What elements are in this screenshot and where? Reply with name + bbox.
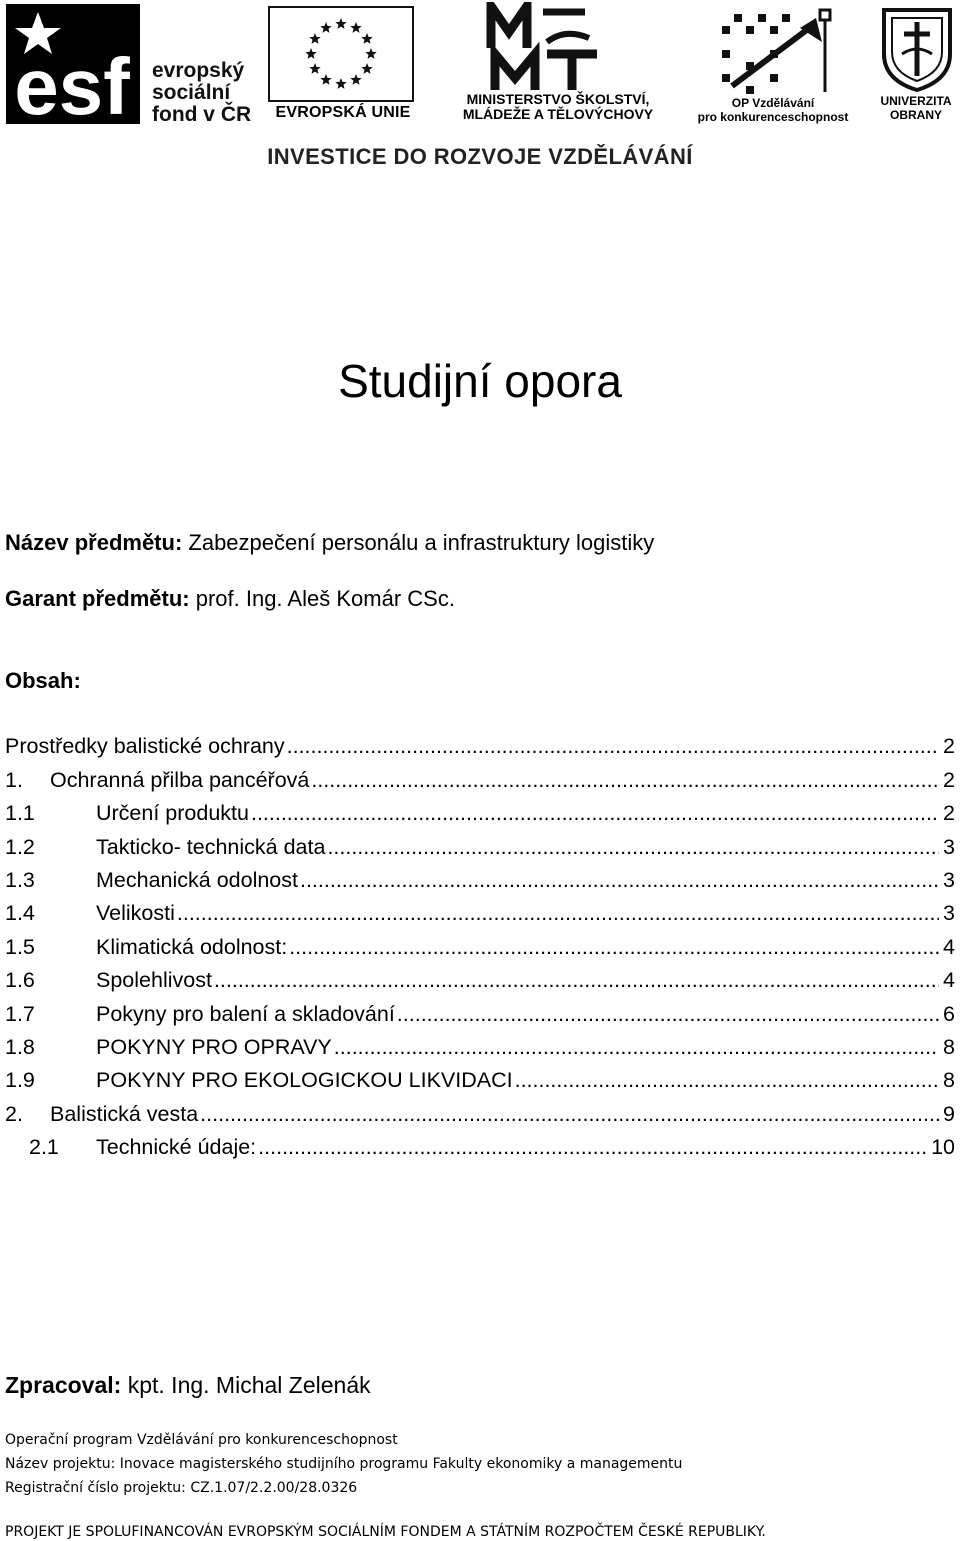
op-arrow-icon	[712, 6, 836, 96]
toc-dot-leader	[311, 767, 939, 793]
subject-label: Název předmětu:	[5, 530, 183, 555]
toc-entry-title: Klimatická odolnost:	[96, 934, 288, 959]
guarantor-label: Garant předmětu:	[5, 586, 190, 611]
toc-entry-number: 1.8	[5, 1034, 35, 1059]
toc-entry-page: 3	[943, 901, 955, 926]
toc-dot-leader	[289, 934, 939, 960]
toc-entry-title: Určení produktu	[96, 801, 249, 826]
toc-entry-number: 2.1	[29, 1135, 59, 1160]
toc-entry-page: 8	[943, 1068, 955, 1093]
op-line-2: pro konkurenceschopnost	[697, 110, 849, 124]
op-line-1: OP Vzdělávání	[731, 96, 815, 110]
toc-dot-leader	[334, 1034, 939, 1060]
toc-entry[interactable]	[5, 1127, 955, 1160]
logo-band	[0, 0, 960, 175]
toc-entry-title: POKYNY PRO OPRAVY	[96, 1034, 332, 1059]
university-line-2: OBRANY	[889, 108, 942, 122]
toc-dot-leader	[300, 867, 939, 893]
toc-entry-number: 1.2	[5, 834, 35, 859]
author-label: Zpracoval:	[5, 1372, 122, 1398]
subject-line	[5, 530, 654, 556]
toc-entry-title: Prostředky balistické ochrany	[5, 734, 285, 759]
toc-entry-number: 1.9	[5, 1068, 35, 1093]
eu-label: EVROPSKÁ UNIE	[275, 104, 411, 121]
contents-heading	[5, 668, 81, 694]
slogan: INVESTICE DO ROZVOJE VZDĚLÁVÁNÍ	[267, 144, 693, 169]
toc-entry-page: 4	[943, 968, 955, 993]
contents-label: Obsah:	[5, 668, 81, 693]
eu-star-icon	[335, 78, 346, 89]
eu-star-icon	[335, 18, 346, 29]
toc-dot-leader	[214, 967, 939, 993]
msmt-logo	[485, 2, 603, 94]
toc-entry-page: 6	[943, 1001, 955, 1026]
msmt-text	[428, 92, 688, 122]
table-of-contents	[5, 726, 955, 1160]
guarantor-value: prof. Ing. Aleš Komár CSc.	[189, 586, 455, 611]
subject-value: Zabezpečení personálu a infrastruktury logistiky	[182, 530, 655, 555]
toc-dot-leader	[258, 1134, 927, 1160]
author-value: kpt. Ing. Michal Zelenák	[121, 1372, 371, 1398]
toc-dot-leader	[177, 900, 939, 926]
msmt-line-2: MLÁDEŽE A TĚLOVÝCHOVY	[462, 106, 654, 122]
eu-star-icon	[361, 63, 372, 74]
esf-line-2: sociální	[152, 81, 231, 104]
toc-entry-title: Takticko- technická data	[96, 834, 326, 859]
toc-entry[interactable]	[5, 1060, 955, 1093]
toc-entry-page: 9	[943, 1101, 955, 1126]
msmt-line-1: MINISTERSTVO ŠKOLSTVÍ,	[466, 91, 650, 107]
footer-project: Název projektu: Inovace magisterského studijního programu Fakulty ekonomiky a managementu	[5, 1456, 683, 1472]
toc-entry[interactable]	[5, 726, 955, 759]
eu-flag	[268, 6, 414, 102]
eu-star-icon	[320, 22, 331, 33]
toc-entry[interactable]	[5, 1027, 955, 1060]
toc-entry[interactable]	[5, 1093, 955, 1126]
toc-entry[interactable]	[5, 826, 955, 859]
toc-entry[interactable]	[5, 860, 955, 893]
university-line-1: UNIVERZITA	[880, 94, 952, 108]
toc-entry[interactable]	[5, 793, 955, 826]
shield-icon	[880, 4, 954, 92]
toc-entry[interactable]	[5, 759, 955, 792]
eu-star-icon	[309, 63, 320, 74]
toc-entry-number: 1.3	[5, 867, 35, 892]
toc-entry-number: 1.6	[5, 968, 35, 993]
eu-star-icon	[350, 22, 361, 33]
toc-entry-number: 1.1	[5, 801, 35, 826]
toc-dot-leader	[200, 1101, 939, 1127]
guarantor-line	[5, 586, 455, 612]
footer-registration: Registrační číslo projektu: CZ.1.07/2.2.00/28.0326	[5, 1480, 358, 1496]
university-text	[866, 94, 960, 122]
eu-star-icon	[320, 74, 331, 85]
toc-dot-leader	[515, 1067, 939, 1093]
eu-star-icon	[309, 33, 320, 44]
toc-entry[interactable]	[5, 993, 955, 1026]
toc-entry-page: 2	[943, 734, 955, 759]
toc-dot-leader	[327, 834, 939, 860]
toc-dot-leader	[287, 733, 939, 759]
university-crest	[880, 4, 954, 92]
toc-entry-page: 10	[931, 1135, 955, 1160]
toc-entry-title: Balistická vesta	[50, 1101, 199, 1126]
toc-entry-number: 1.5	[5, 934, 35, 959]
toc-entry-number: 2.	[5, 1101, 23, 1126]
toc-entry-title: Pokyny pro balení a skladování	[96, 1001, 395, 1026]
esf-star-icon	[6, 4, 140, 124]
eu-star-icon	[305, 48, 316, 59]
toc-entry-title: Velikosti	[96, 901, 175, 926]
page-title: Studijní opora	[338, 355, 622, 407]
esf-line-1: evropský	[152, 59, 245, 82]
toc-entry-number: 1.7	[5, 1001, 35, 1026]
eu-star-icon	[350, 74, 361, 85]
toc-entry-page: 8	[943, 1034, 955, 1059]
toc-entry-number: 1.4	[5, 901, 35, 926]
footer-cofinancing: PROJEKT JE SPOLUFINANCOVÁN EVROPSKÝM SOCIÁLNÍM FONDEM A STÁTNÍM ROZPOČTEM ČESKÉ REPUBLIKY.	[5, 1524, 766, 1540]
toc-entry-page: 4	[943, 934, 955, 959]
op-logo	[712, 6, 836, 96]
esf-logo	[6, 4, 140, 124]
toc-entry-title: Mechanická odolnost	[96, 867, 298, 892]
toc-entry-page: 3	[943, 867, 955, 892]
eu-stars-icon	[270, 8, 412, 100]
svg-text:esf: esf	[14, 42, 130, 124]
toc-entry-number: 1.	[5, 767, 23, 792]
msmt-mark-icon	[485, 2, 603, 94]
toc-entry-title: Technické údaje:	[96, 1135, 257, 1160]
author-line	[5, 1372, 371, 1399]
esf-line-3: fond v ČR	[152, 103, 252, 126]
toc-entry-page: 2	[943, 801, 955, 826]
toc-dot-leader	[397, 1001, 939, 1027]
toc-entry-title: Ochranná přilba pancéřová	[50, 767, 310, 792]
toc-entry[interactable]	[5, 893, 955, 926]
op-text	[688, 96, 858, 124]
toc-entry[interactable]	[5, 960, 955, 993]
eu-star-icon	[365, 48, 376, 59]
eu-star-icon	[361, 33, 372, 44]
toc-entry-page: 3	[943, 834, 955, 859]
toc-entry-title: Spolehlivost	[96, 968, 212, 993]
toc-entry-title: POKYNY PRO EKOLOGICKOU LIKVIDACI	[96, 1068, 513, 1093]
footer-program: Operační program Vzdělávání pro konkurenceschopnost	[5, 1432, 398, 1448]
esf-text	[152, 60, 251, 126]
toc-entry[interactable]	[5, 926, 955, 959]
toc-dot-leader	[251, 800, 939, 826]
toc-entry-page: 2	[943, 767, 955, 792]
